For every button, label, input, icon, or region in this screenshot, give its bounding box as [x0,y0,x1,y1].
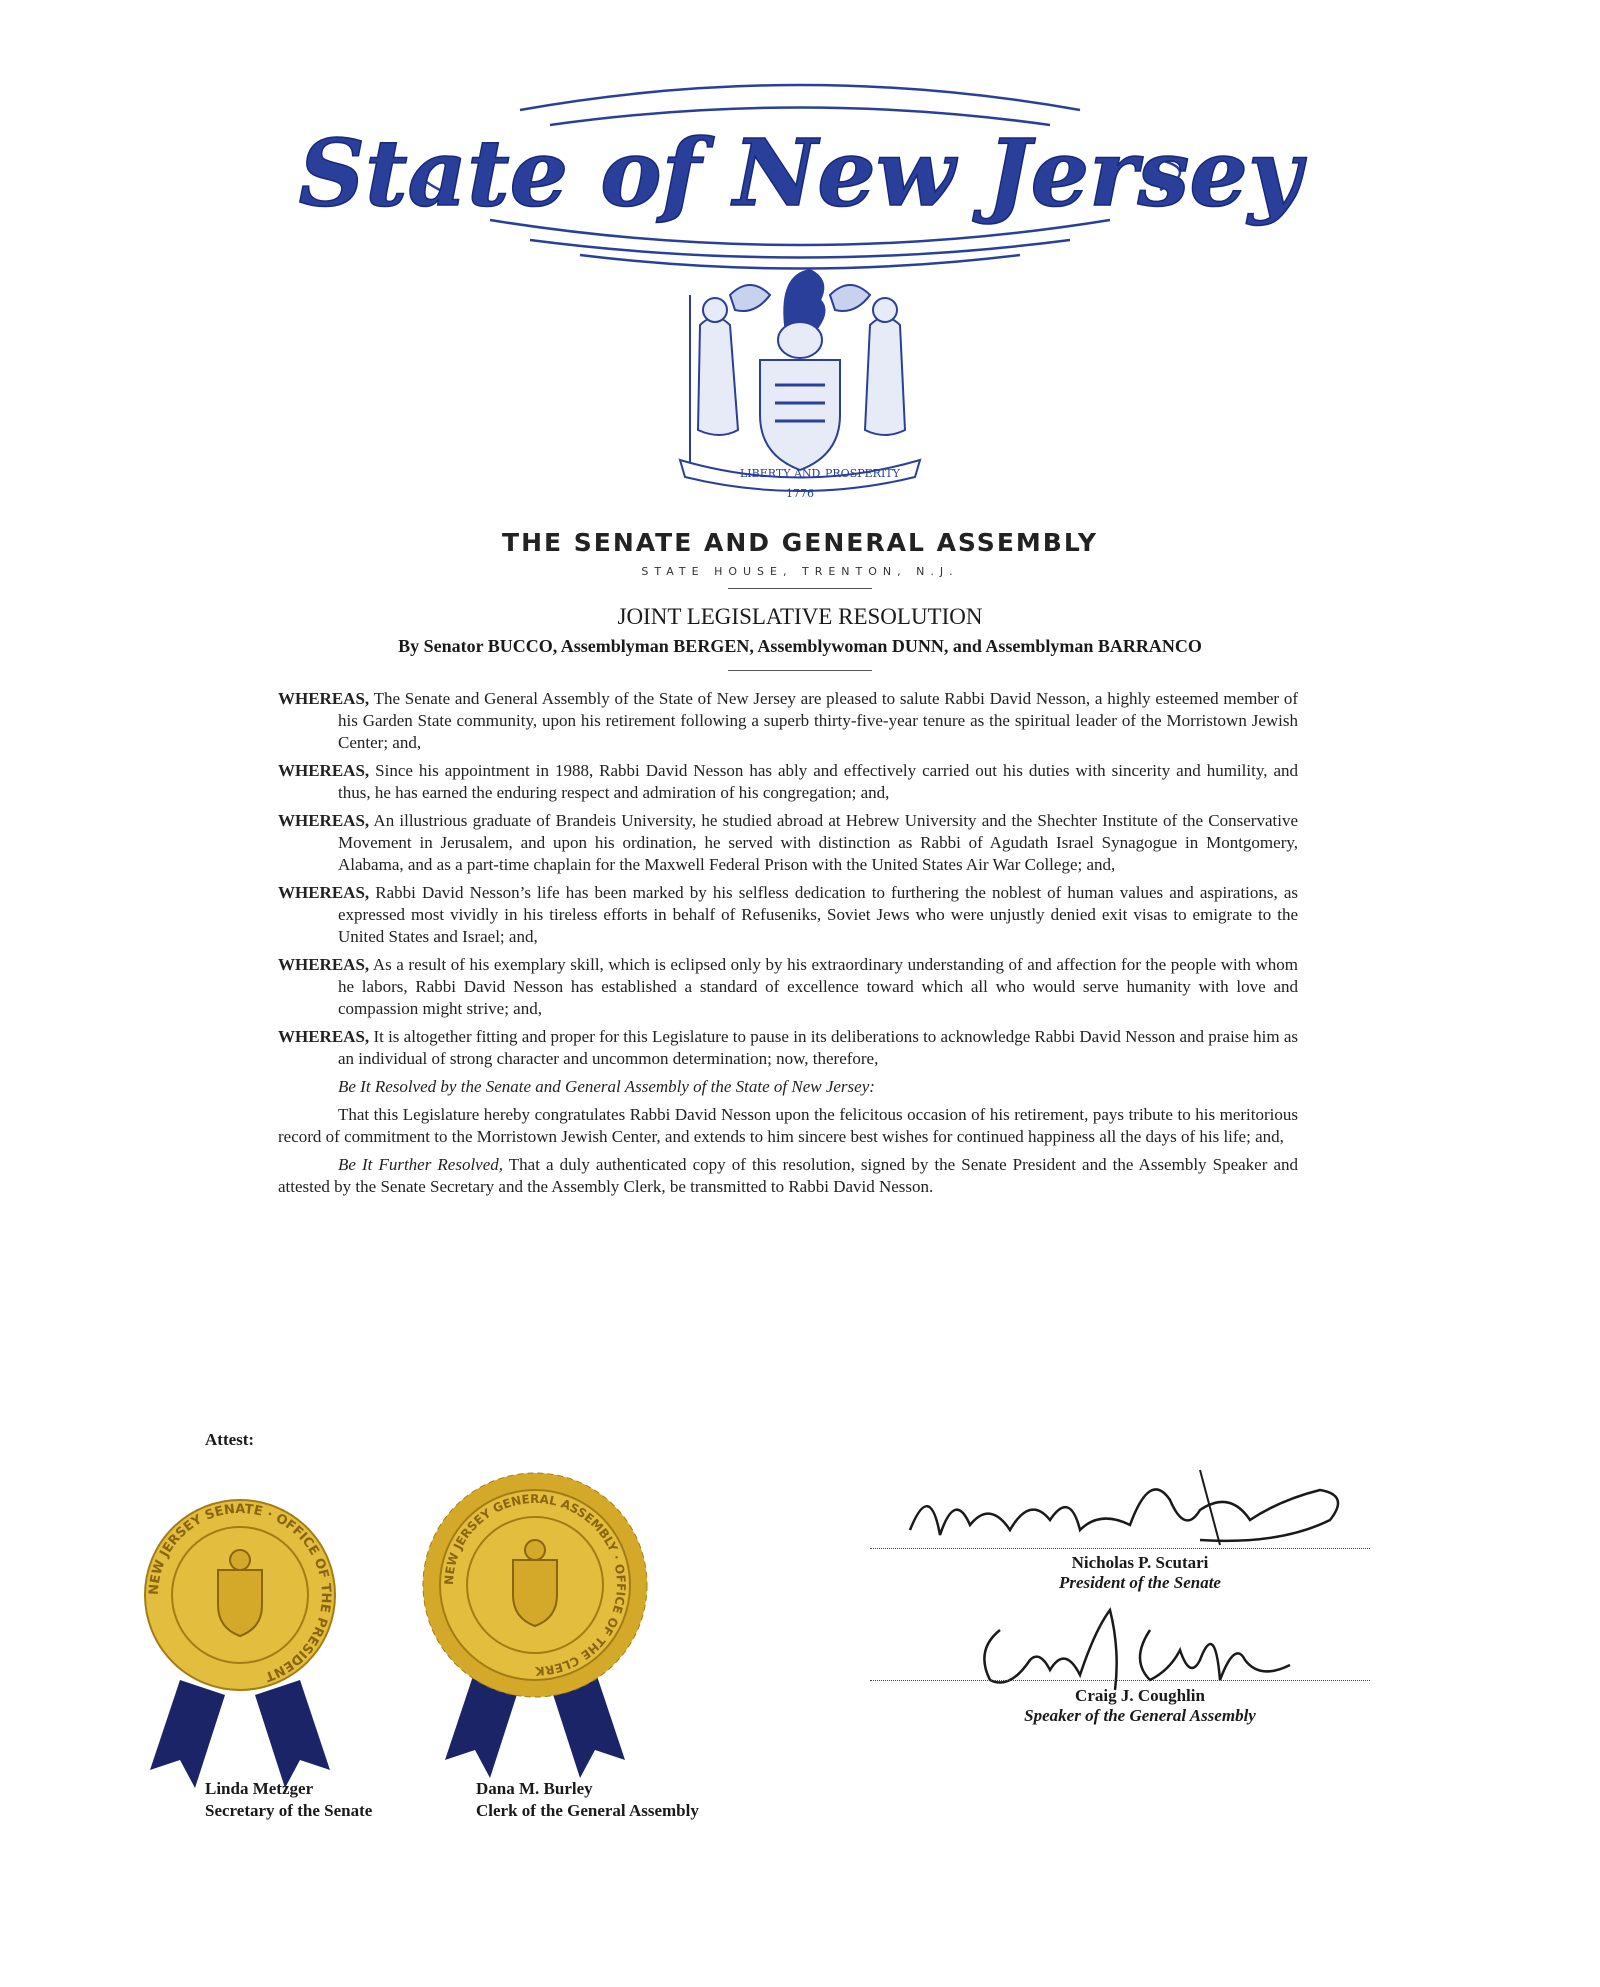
resolved-body: That this Legislature hereby congratulates Rabbi David Nesson upon the felicitous occasion of his retirement, pays tribute to his meritorious record of commitment to the Morristown Jewish Center, and extends to him sincere best wishes for continued happiness all the days of his life; and, [278,1105,1298,1146]
attester-name: Linda Metzger [205,1779,314,1798]
signer-name: Nicholas P. Scutari [1071,1553,1209,1572]
chamber-title: THE SENATE AND GENERAL ASSEMBLY [502,528,1098,557]
attest-label: Attest: [205,1430,255,1449]
signer-name: Craig J. Coughlin [1075,1686,1205,1705]
resolution-sponsors: By Senator BUCCO, Assemblyman BERGEN, Assemblywoman DUNN, and Assemblyman BARRANCO [398,636,1202,656]
whereas-clause: WHEREAS, An illustrious graduate of Brandeis University, he studied abroad at Hebrew University and the Shechter Institute of the Conservative Movement in Jerusalem, and upon his ordination, he served with distinction as Rabbi of Agudath Israel Synagogue in Montgomery, Alabama, and as a part-time chaplain for the Maxwell Federal Prison with the United States Air War College; and, [278,811,1298,874]
whereas-clause: WHEREAS, It is altogether fitting and proper for this Legislature to pause in its deliberations to acknowledge Rabbi David Nesson and praise him as an individual of strong character and uncommon determination; now, therefore, [278,1027,1299,1068]
resolution-title: JOINT LEGISLATIVE RESOLUTION [617,604,983,629]
title-divider [728,670,872,671]
chamber-location: STATE HOUSE, TRENTON, N.J. [641,565,959,578]
signer-title: Speaker of the General Assembly [1024,1706,1256,1725]
assembly-gold-seal [405,1460,665,1790]
whereas-clause: WHEREAS, Since his appointment in 1988, Rabbi David Nesson has ably and effectively carried out his duties with sincerity and humility, and thus, he has earned the enduring respect and admiration of his congregation; and, [278,761,1299,802]
resolution-body [278,688,1298,1204]
attester-title: Secretary of the Senate [205,1801,373,1820]
attester-name: Dana M. Burley [476,1779,593,1798]
assembly-speaker-signature [970,1590,1300,1700]
signer-senate-president [960,1553,1320,1593]
further-resolved: Be It Further Resolved, That a duly authenticated copy of this resolution, signed by the Senate President and the Assembly Speaker and attested by the Senate Secretary and the Assembly Clerk, be transmitted to Rabbi David Nesson. [278,1155,1298,1196]
state-coat-of-arms [660,255,940,505]
senate-president-signature [900,1450,1360,1560]
attester-senate-secretary [205,1778,372,1822]
whereas-clause: WHEREAS, The Senate and General Assembly of the State of New Jersey are pleased to salute Rabbi David Nesson, a highly esteemed member of his Garden State community, upon his retirement following a superb thirty-five-year tenure as the spiritual leader of the Morristown Jewish Center; and, [278,689,1299,752]
assembly-speaker-signature-line [870,1680,1370,1681]
whereas-clause: WHEREAS, Rabbi David Nesson’s life has been marked by his selfless dedication to furthering the noblest of human values and aspirations, as expressed most vividly in his tireless efforts in behalf of Refuseniks, Soviet Jews who were unjustly denied exit visas to emigrate to the United States and Israel; and, [278,883,1299,946]
svg-text:NEW JERSEY GENERAL ASSEMBLY ·: NEW JERSEY GENERAL ASSEMBLY · OFFICE OF THE CLERK [441,1491,629,1679]
attester-title: Clerk of the General Assembly [476,1801,699,1820]
attester-assembly-clerk [476,1778,699,1822]
svg-text:NEW JERSEY SENATE · OFFICE OF: NEW JERSEY SENATE · OFFICE OF THE PRESIDENT [146,1501,334,1684]
svg-text:State of New Jersey: State of New Jersey [298,119,1302,227]
signer-title: President of the Senate [1059,1573,1221,1592]
senate-gold-seal [110,1470,370,1800]
svg-text:LIBERTY AND: LIBERTY AND [740,467,821,480]
header-divider [728,588,872,589]
senate-president-signature-line [870,1548,1370,1549]
resolved-intro: Be It Resolved by the Senate and General Assembly of the State of New Jersey: [338,1077,875,1096]
svg-text:PROSPERITY: PROSPERITY [825,467,900,480]
whereas-clause: WHEREAS, As a result of his exemplary skill, which is eclipsed only by his extraordinary understanding of and affection for the people with whom he labors, Rabbi David Nesson has established a standard of excellence toward which all who would serve humanity with love and compassion might strive; and, [278,955,1299,1018]
svg-text:1776: 1776 [786,487,814,500]
signer-assembly-speaker [940,1686,1340,1726]
